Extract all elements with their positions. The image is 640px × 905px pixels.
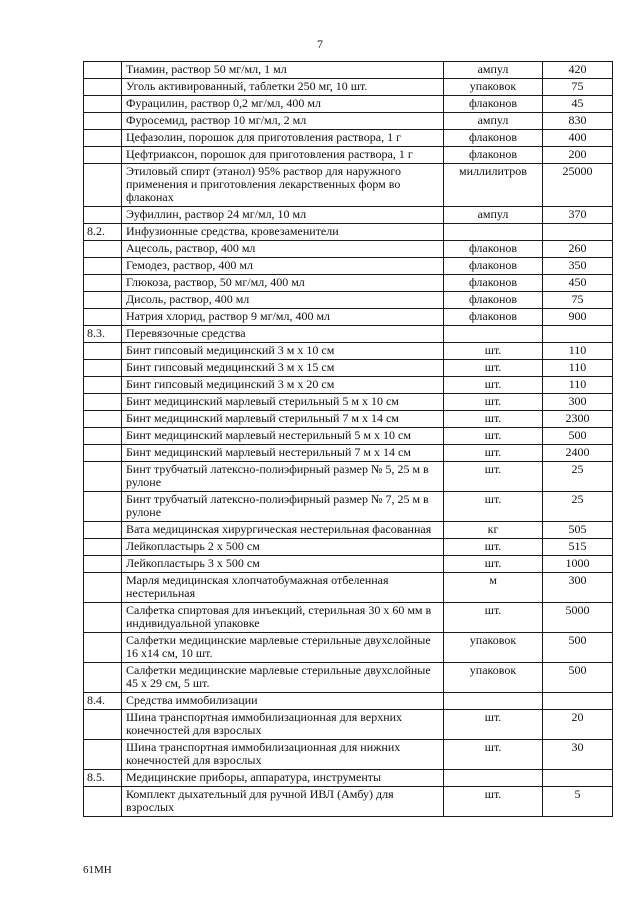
item-name: Эуфиллин, раствор 24 мг/мл, 10 мл (122, 207, 444, 224)
item-unit: упаковок (444, 663, 543, 693)
row-number (84, 207, 122, 224)
item-unit (444, 326, 543, 343)
item-quantity: 45 (543, 96, 613, 113)
row-number (84, 377, 122, 394)
section-title: Медицинские приборы, аппаратура, инструменты (122, 770, 444, 787)
row-number (84, 164, 122, 207)
item-quantity (543, 326, 613, 343)
item-unit: ампул (444, 62, 543, 79)
item-quantity: 500 (543, 428, 613, 445)
item-quantity: 75 (543, 79, 613, 96)
item-unit: шт. (444, 492, 543, 522)
item-unit: флаконов (444, 96, 543, 113)
section-title: Перевязочные средства (122, 326, 444, 343)
item-quantity: 300 (543, 573, 613, 603)
item-unit (444, 770, 543, 787)
table-row (84, 539, 613, 556)
item-quantity: 110 (543, 360, 613, 377)
item-quantity: 500 (543, 633, 613, 663)
table-row (84, 633, 613, 663)
footer-code: 61МН (83, 864, 112, 876)
row-number (84, 79, 122, 96)
row-number (84, 292, 122, 309)
table-row (84, 96, 613, 113)
item-unit (444, 693, 543, 710)
item-unit: шт. (444, 360, 543, 377)
item-name: Марля медицинская хлопчатобумажная отбеленная нестерильная (122, 573, 444, 603)
table-row (84, 710, 613, 740)
item-name: Фурацилин, раствор 0,2 мг/мл, 400 мл (122, 96, 444, 113)
item-quantity: 110 (543, 343, 613, 360)
item-quantity: 420 (543, 62, 613, 79)
item-name: Этиловый спирт (этанол) 95% раствор для наружного применения и приготовления лекарственных форм во флаконах (122, 164, 444, 207)
item-quantity: 2400 (543, 445, 613, 462)
item-quantity: 400 (543, 130, 613, 147)
table-row (84, 573, 613, 603)
row-number (84, 62, 122, 79)
item-name: Бинт трубчатый латексно-полиэфирный размер № 5, 25 м в рулоне (122, 462, 444, 492)
table-row (84, 360, 613, 377)
item-name: Бинт медицинский марлевый нестерильный 7 м х 14 см (122, 445, 444, 462)
table-row (84, 343, 613, 360)
table-row (84, 113, 613, 130)
item-quantity: 1000 (543, 556, 613, 573)
table-row (84, 522, 613, 539)
item-unit: шт. (444, 603, 543, 633)
item-name: Бинт гипсовый медицинский 3 м х 15 см (122, 360, 444, 377)
row-number (84, 445, 122, 462)
table-row (84, 207, 613, 224)
item-unit: флаконов (444, 130, 543, 147)
item-name: Ацесоль, раствор, 400 мл (122, 241, 444, 258)
item-quantity: 30 (543, 740, 613, 770)
item-unit: шт. (444, 710, 543, 740)
item-quantity: 450 (543, 275, 613, 292)
table-row (84, 740, 613, 770)
row-number (84, 663, 122, 693)
table-row (84, 147, 613, 164)
table-row (84, 462, 613, 492)
item-quantity: 25000 (543, 164, 613, 207)
section-title: Инфузионные средства, кровезаменители (122, 224, 444, 241)
item-quantity: 20 (543, 710, 613, 740)
table-row (84, 394, 613, 411)
item-unit: шт. (444, 411, 543, 428)
row-number (84, 492, 122, 522)
item-name: Салфетка спиртовая для инъекций, стерильная 30 х 60 мм в индивидуальной упаковке (122, 603, 444, 633)
table-row (84, 603, 613, 633)
table-row (84, 258, 613, 275)
item-name: Тиамин, раствор 50 мг/мл, 1 мл (122, 62, 444, 79)
section-title: Средства иммобилизации (122, 693, 444, 710)
item-name: Бинт медицинский марлевый стерильный 5 м х 10 см (122, 394, 444, 411)
row-number (84, 462, 122, 492)
item-unit: упаковок (444, 633, 543, 663)
item-quantity: 25 (543, 492, 613, 522)
item-name: Бинт гипсовый медицинский 3 м х 20 см (122, 377, 444, 394)
table-row (84, 445, 613, 462)
table-row (84, 130, 613, 147)
item-unit: флаконов (444, 275, 543, 292)
table-row (84, 79, 613, 96)
item-quantity: 370 (543, 207, 613, 224)
table-row (84, 275, 613, 292)
table-row (84, 428, 613, 445)
row-number (84, 633, 122, 663)
row-number (84, 573, 122, 603)
item-quantity: 5 (543, 787, 613, 817)
row-number (84, 539, 122, 556)
table-row (84, 164, 613, 207)
row-number (84, 710, 122, 740)
item-unit: шт. (444, 787, 543, 817)
supplies-table-body (84, 62, 613, 817)
row-number (84, 241, 122, 258)
item-quantity: 350 (543, 258, 613, 275)
page-number: 7 (317, 37, 323, 51)
row-number (84, 556, 122, 573)
item-name: Лейкопластырь 2 х 500 см (122, 539, 444, 556)
item-name: Лейкопластырь 3 х 500 см (122, 556, 444, 573)
row-number (84, 309, 122, 326)
section-row (84, 224, 613, 241)
row-number (84, 360, 122, 377)
item-unit: кг (444, 522, 543, 539)
supplies-table (83, 61, 613, 817)
row-number (84, 258, 122, 275)
table-row (84, 556, 613, 573)
item-unit: миллилитров (444, 164, 543, 207)
item-unit (444, 224, 543, 241)
item-quantity: 900 (543, 309, 613, 326)
row-number (84, 740, 122, 770)
item-quantity: 260 (543, 241, 613, 258)
item-unit: упаковок (444, 79, 543, 96)
item-name: Глюкоза, раствор, 50 мг/мл, 400 мл (122, 275, 444, 292)
section-number: 8.3. (84, 326, 122, 343)
item-quantity (543, 224, 613, 241)
item-name: Шина транспортная иммобилизационная для верхних конечностей для взрослых (122, 710, 444, 740)
item-quantity: 25 (543, 462, 613, 492)
item-unit: ампул (444, 207, 543, 224)
item-quantity (543, 770, 613, 787)
item-name: Натрия хлорид, раствор 9 мг/мл, 400 мл (122, 309, 444, 326)
row-number (84, 603, 122, 633)
item-quantity: 300 (543, 394, 613, 411)
row-number (84, 522, 122, 539)
item-unit: флаконов (444, 258, 543, 275)
item-name: Фуросемид, раствор 10 мг/мл, 2 мл (122, 113, 444, 130)
section-number: 8.2. (84, 224, 122, 241)
section-number: 8.4. (84, 693, 122, 710)
item-quantity: 515 (543, 539, 613, 556)
row-number (84, 113, 122, 130)
item-name: Бинт медицинский марлевый стерильный 7 м х 14 см (122, 411, 444, 428)
item-name: Дисоль, раствор, 400 мл (122, 292, 444, 309)
item-unit: ампул (444, 113, 543, 130)
item-quantity: 75 (543, 292, 613, 309)
item-name: Уголь активированный, таблетки 250 мг, 10 шт. (122, 79, 444, 96)
table-row (84, 787, 613, 817)
item-name: Салфетки медицинские марлевые стерильные двухслойные 45 х 29 см, 5 шт. (122, 663, 444, 693)
item-unit: шт. (444, 343, 543, 360)
item-unit: шт. (444, 445, 543, 462)
section-row (84, 693, 613, 710)
item-name: Бинт гипсовый медицинский 3 м х 10 см (122, 343, 444, 360)
table-row (84, 492, 613, 522)
row-number (84, 411, 122, 428)
item-quantity: 500 (543, 663, 613, 693)
item-quantity: 110 (543, 377, 613, 394)
item-unit: флаконов (444, 292, 543, 309)
item-unit: шт. (444, 394, 543, 411)
item-quantity: 830 (543, 113, 613, 130)
item-name: Салфетки медицинские марлевые стерильные двухслойные 16 х14 см, 10 шт. (122, 633, 444, 663)
item-name: Гемодез, раствор, 400 мл (122, 258, 444, 275)
section-row (84, 770, 613, 787)
item-unit: шт. (444, 462, 543, 492)
row-number (84, 147, 122, 164)
table-row (84, 309, 613, 326)
row-number (84, 343, 122, 360)
row-number (84, 96, 122, 113)
item-name: Бинт медицинский марлевый нестерильный 5 м х 10 см (122, 428, 444, 445)
item-quantity: 2300 (543, 411, 613, 428)
section-number: 8.5. (84, 770, 122, 787)
item-name: Цефазолин, порошок для приготовления раствора, 1 г (122, 130, 444, 147)
table-row (84, 62, 613, 79)
item-quantity: 505 (543, 522, 613, 539)
row-number (84, 275, 122, 292)
row-number (84, 787, 122, 817)
item-unit: флаконов (444, 147, 543, 164)
table-row (84, 292, 613, 309)
item-name: Шина транспортная иммобилизационная для нижних конечностей для взрослых (122, 740, 444, 770)
row-number (84, 130, 122, 147)
item-unit: шт. (444, 428, 543, 445)
table-row (84, 241, 613, 258)
row-number (84, 428, 122, 445)
row-number (84, 394, 122, 411)
item-unit: шт. (444, 539, 543, 556)
item-name: Комплект дыхательный для ручной ИВЛ (Амбу) для взрослых (122, 787, 444, 817)
item-quantity (543, 693, 613, 710)
item-quantity: 5000 (543, 603, 613, 633)
item-unit: м (444, 573, 543, 603)
item-name: Вата медицинская хирургическая нестерильная фасованная (122, 522, 444, 539)
section-row (84, 326, 613, 343)
item-unit: флаконов (444, 309, 543, 326)
item-unit: шт. (444, 556, 543, 573)
table-row (84, 377, 613, 394)
table-row (84, 411, 613, 428)
item-unit: флаконов (444, 241, 543, 258)
item-name: Бинт трубчатый латексно-полиэфирный размер № 7, 25 м в рулоне (122, 492, 444, 522)
table-row (84, 663, 613, 693)
item-name: Цефтриаксон, порошок для приготовления раствора, 1 г (122, 147, 444, 164)
item-unit: шт. (444, 740, 543, 770)
item-unit: шт. (444, 377, 543, 394)
item-quantity: 200 (543, 147, 613, 164)
